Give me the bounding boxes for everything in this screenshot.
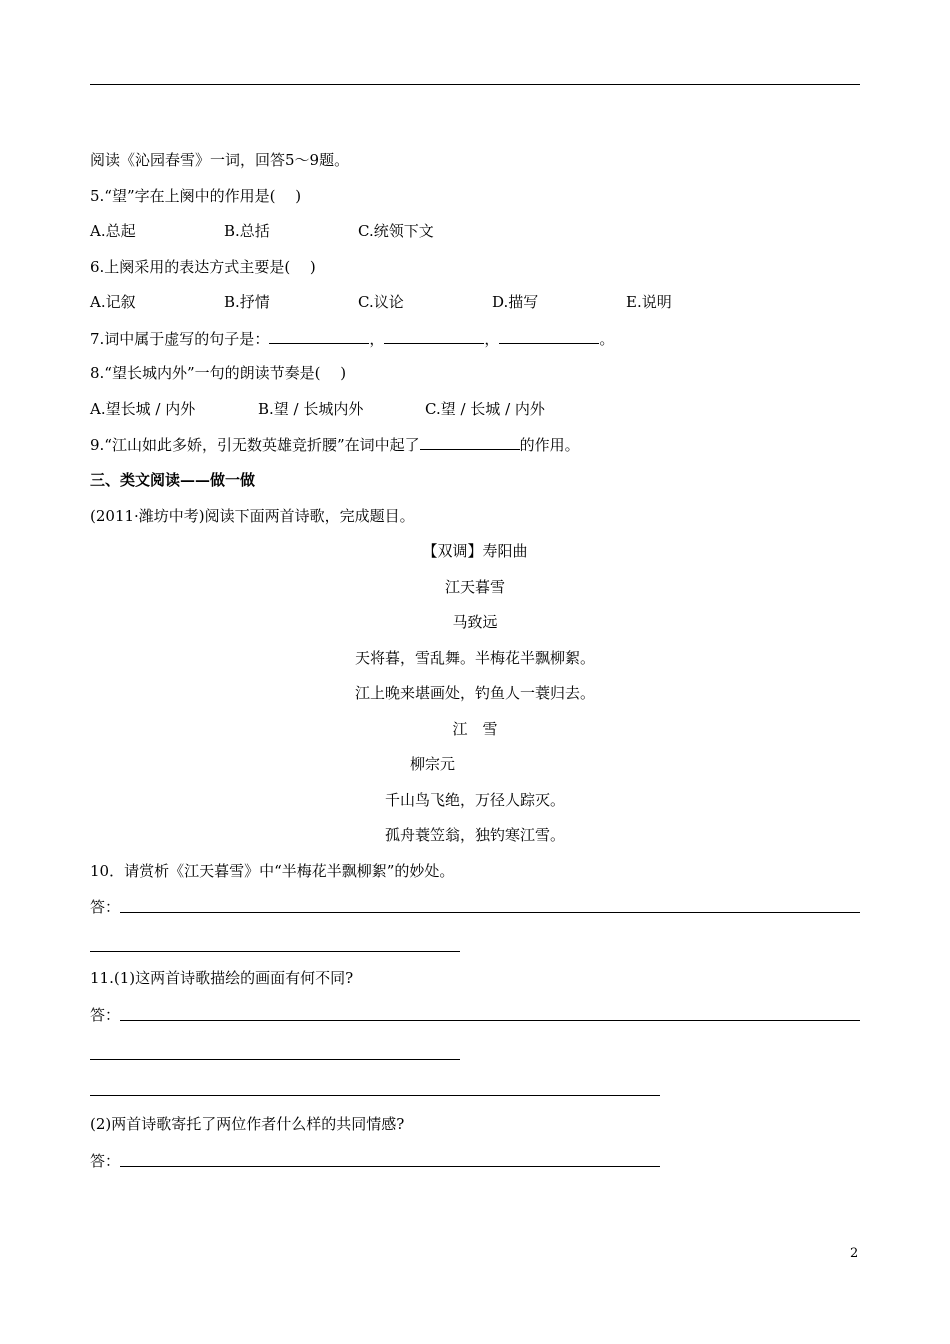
q9-prefix: 9.“江山如此多娇，引无数英雄竞折腰”在词中起了 (90, 436, 420, 454)
q8-option-c: C.望 / 长城 / 内外 (425, 400, 545, 418)
q5-option-a: A.总起 (90, 222, 136, 240)
poem2-title: 江 雪 (452, 720, 498, 738)
q7-separator-1: ， (369, 330, 385, 348)
q11-part2-answer-line[interactable] (120, 1166, 660, 1167)
q6-option-c: C.议论 (358, 293, 404, 311)
poem2-author: 柳宗元 (410, 755, 456, 773)
question-7 (90, 328, 614, 349)
poem1-line-2: 江上晚来堪画处，钓鱼人一蓑归去。 (354, 684, 595, 702)
q6-option-d: D.描写 (492, 293, 539, 311)
q6-option-a: A.记叙 (90, 293, 136, 311)
q7-separator-2: ， (484, 330, 500, 348)
question-11-part-1: 11.(1)这两首诗歌描绘的画面有何不同? (90, 969, 354, 987)
q8-option-a: A.望长城 / 内外 (90, 400, 196, 418)
q8-option-b: B.望 / 长城内外 (258, 400, 364, 418)
poem1-title: 江天暮雪 (444, 578, 505, 596)
q5-option-b: B.总括 (224, 222, 270, 240)
q9-blank[interactable] (420, 434, 520, 450)
q6-option-b: B.抒情 (224, 293, 270, 311)
question-11-part-2: (2)两首诗歌寄托了两位作者什么样的共同情感? (90, 1115, 405, 1133)
poem2-line-1: 千山鸟飞绝，万径人踪灭。 (384, 791, 565, 809)
question-5: 5.“望”字在上阕中的作用是( ) (90, 187, 302, 205)
q10-answer-line-1[interactable] (120, 912, 860, 913)
q7-prefix: 7.词中属于虚写的句子是： (90, 330, 270, 348)
q11-answer-label-2: 答： (90, 1152, 121, 1170)
q9-suffix: 的作用。 (519, 436, 580, 454)
q11-answer-label-1: 答： (90, 1006, 121, 1024)
q10-answer-line-2[interactable] (90, 951, 460, 952)
question-10: 10．请赏析《江天暮雪》中“半梅花半飘柳絮”的妙处。 (90, 862, 455, 880)
poem1-tune: 【双调】寿阳曲 (422, 542, 528, 560)
poem1-author: 马致远 (452, 613, 498, 631)
q7-end: 。 (599, 330, 615, 348)
poem2-line-2: 孤舟蓑笠翁，独钓寒江雪。 (384, 826, 565, 844)
q11-answer-line-3[interactable] (90, 1095, 660, 1096)
page-number: 2 (850, 1246, 859, 1261)
q7-blank-3[interactable] (499, 328, 599, 344)
section-3-intro: (2011·潍坊中考)阅读下面两首诗歌，完成题目。 (90, 507, 415, 525)
header-rule (90, 84, 860, 85)
section-3-heading: 三、类文阅读——做一做 (90, 471, 256, 489)
question-9 (90, 434, 580, 455)
q5-option-c: C.统领下文 (358, 222, 434, 240)
q7-blank-2[interactable] (384, 328, 484, 344)
question-6: 6.上阕采用的表达方式主要是( ) (90, 258, 316, 276)
q6-option-e: E.说明 (626, 293, 672, 311)
q7-blank-1[interactable] (269, 328, 369, 344)
poem1-line-1: 天将暮，雪乱舞。半梅花半飘柳絮。 (354, 649, 595, 667)
reading-intro: 阅读《沁园春雪》一词，回答5～9题。 (90, 151, 350, 169)
question-8: 8.“望长城内外”一句的朗读节奏是( ) (90, 364, 347, 382)
q10-answer-label: 答： (90, 898, 121, 916)
q11-answer-line-2[interactable] (90, 1059, 460, 1060)
q11-answer-line-1[interactable] (120, 1020, 860, 1021)
